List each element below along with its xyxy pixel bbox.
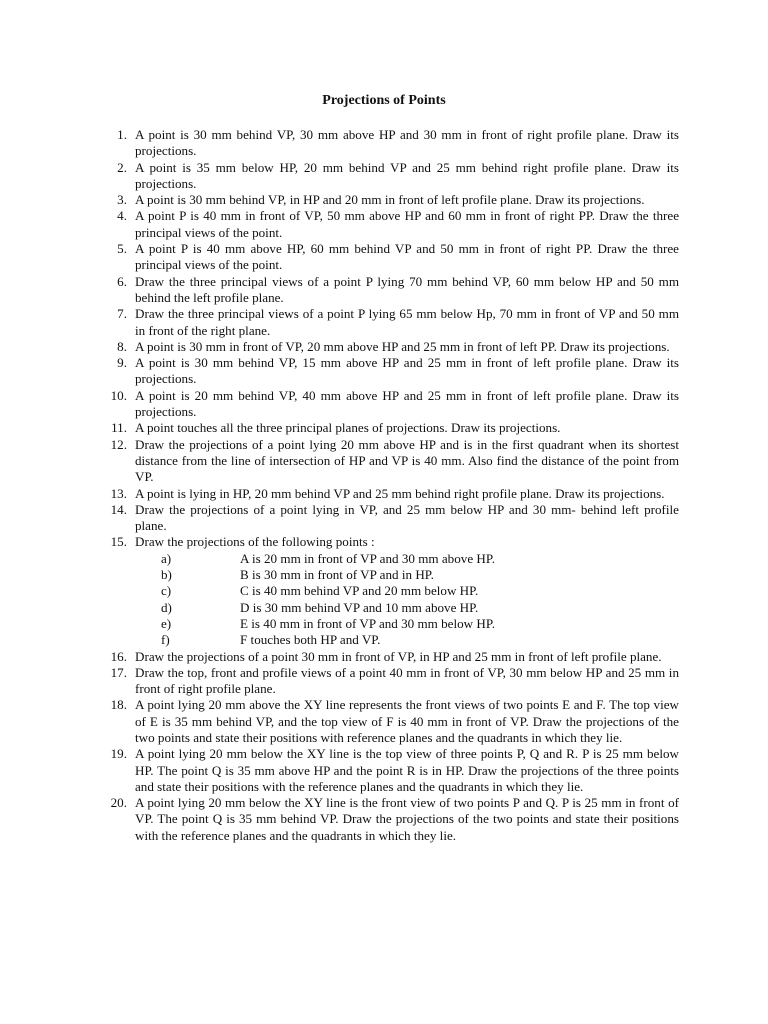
sub-question-text: A is 20 mm in front of VP and 30 mm above HP.	[240, 550, 495, 566]
question-number: 11.	[111, 420, 127, 436]
sub-question-text: B is 30 mm in front of VP and in HP.	[240, 567, 434, 583]
question-number: 16.	[110, 648, 127, 664]
sub-question-label: e)	[161, 615, 172, 631]
question-text: A point is 20 mm behind VP, 40 mm above HP and 25 mm in front of left profile plane. Draw its projections.	[135, 387, 679, 420]
question-item	[97, 274, 679, 307]
question-number: 10.	[110, 387, 127, 403]
question-text: Draw the projections of a point lying 20 mm above HP and is in the first quadrant when its shortest distance from the line of intersection of HP and VP is 40 mm. Also find the distance of the point from VP.	[135, 436, 679, 485]
sub-question-label: b)	[161, 567, 172, 583]
question-text: Draw the three principal views of a point P lying 70 mm behind VP, 60 mm below HP and 50 mm behind the left profile plane.	[135, 273, 679, 305]
sub-question-label: a)	[161, 550, 172, 566]
question-text: Draw the projections of the following points :	[135, 534, 375, 550]
question-number: 6.	[117, 273, 127, 289]
question-item	[97, 192, 679, 208]
question-number: 20.	[110, 795, 127, 811]
question-text: A point P is 40 mm above HP, 60 mm behind VP and 50 mm in front of right PP. Draw the three principal views of the point.	[135, 241, 679, 273]
question-item	[97, 665, 679, 698]
sub-question-item	[135, 583, 679, 599]
question-number: 4.	[117, 208, 127, 224]
question-item	[97, 241, 679, 274]
question-number: 9.	[117, 355, 127, 371]
question-text: A point lying 20 mm above the XY line represents the front views of two points E and F. The top view of E is 35 mm behind VP, and the top view of F is 40 mm in front of VP. Draw the projections of the two points and state their positions with reference planes and the quadrants in which they lie.	[135, 697, 679, 745]
sub-question-label: c)	[161, 583, 172, 599]
question-text: A point is 30 mm in front of VP, 20 mm above HP and 25 mm in front of left PP. Draw its projections.	[135, 338, 670, 354]
question-number: 14.	[110, 501, 127, 517]
question-item	[97, 746, 679, 795]
question-number: 19.	[110, 746, 127, 762]
sub-question-text: F touches both HP and VP.	[240, 632, 381, 648]
question-item	[97, 486, 679, 502]
sub-question-label: d)	[161, 599, 172, 615]
question-item	[97, 697, 679, 746]
question-item	[97, 127, 679, 160]
question-item	[97, 649, 679, 665]
sub-question-item	[135, 616, 679, 632]
question-list	[97, 127, 679, 844]
question-number: 8.	[117, 338, 127, 354]
page-title: Projections of Points	[322, 93, 446, 108]
sub-question-item	[135, 567, 679, 583]
question-number: 7.	[117, 306, 127, 322]
question-number: 3.	[117, 192, 127, 208]
question-text: A point touches all the three principal planes of projections. Draw its projections.	[135, 420, 561, 436]
sub-question-text: E is 40 mm in front of VP and 30 mm below HP.	[240, 615, 495, 631]
sub-question-item	[135, 600, 679, 616]
question-item	[97, 355, 679, 388]
question-text: A point is 30 mm behind VP, 30 mm above HP and 30 mm in front of right profile plane. Draw its projections.	[135, 127, 679, 159]
sub-question-list	[135, 551, 679, 649]
sub-question-item	[135, 551, 679, 567]
question-item	[97, 306, 679, 339]
question-item	[97, 437, 679, 486]
question-number: 17.	[110, 664, 127, 680]
question-text: A point is 35 mm below HP, 20 mm behind VP and 25 mm behind right profile plane. Draw its projections.	[135, 159, 679, 191]
question-text: Draw the projections of a point 30 mm in front of VP, in HP and 25 mm in front of left profile plane.	[135, 648, 662, 664]
question-item	[97, 160, 679, 193]
question-text: A point is 30 mm behind VP, 15 mm above HP and 25 mm in front of left profile plane. Draw its projections.	[135, 355, 679, 387]
question-item	[97, 420, 679, 436]
question-text: A point is lying in HP, 20 mm behind VP and 25 mm behind right profile plane. Draw its projections.	[135, 485, 665, 501]
question-number: 12.	[110, 436, 127, 452]
sub-question-text: D is 30 mm behind VP and 10 mm above HP.	[240, 599, 479, 615]
question-number: 13.	[110, 485, 127, 501]
question-number: 2.	[117, 159, 127, 175]
question-item	[97, 388, 679, 421]
question-text: Draw the projections of a point lying in VP, and 25 mm below HP and 30 mm- behind left profile plane.	[135, 501, 679, 534]
question-text: A point lying 20 mm below the XY line is the front view of two points P and Q. P is 25 mm in front of VP. The point Q is 35 mm behind VP. Draw the projections of the two points and state their positions with the reference planes and the quadrants in which they lie.	[135, 795, 679, 843]
question-item	[97, 795, 679, 844]
sub-question-item	[135, 632, 679, 648]
question-text: A point is 30 mm behind VP, in HP and 20 mm in front of left profile plane. Draw its projections.	[135, 192, 645, 208]
question-text: A point lying 20 mm below the XY line is the top view of three points P, Q and R. P is 25 mm below HP. The point Q is 35 mm above HP and the point R is in HP. Draw the projections of the three points and state their positions with the reference planes and the quadrants in which they lie.	[135, 746, 679, 794]
question-item	[97, 534, 679, 648]
sub-question-label: f)	[161, 632, 170, 648]
question-number: 15.	[110, 534, 127, 550]
question-item	[97, 502, 679, 535]
question-text: A point P is 40 mm in front of VP, 50 mm above HP and 60 mm in front of right PP. Draw the three principal views of the point.	[135, 208, 679, 240]
question-number: 1.	[117, 127, 127, 142]
question-text: Draw the top, front and profile views of a point 40 mm in front of VP, 30 mm below HP and 25 mm in front of right profile plane.	[135, 664, 679, 697]
question-item	[97, 208, 679, 241]
question-number: 5.	[117, 241, 127, 257]
sub-question-text: C is 40 mm behind VP and 20 mm below HP.	[240, 583, 479, 599]
question-text: Draw the three principal views of a point P lying 65 mm below Hp, 70 mm in front of VP and 50 mm in front of the right plane.	[135, 306, 679, 338]
question-item	[97, 339, 679, 355]
question-number: 18.	[110, 697, 127, 713]
